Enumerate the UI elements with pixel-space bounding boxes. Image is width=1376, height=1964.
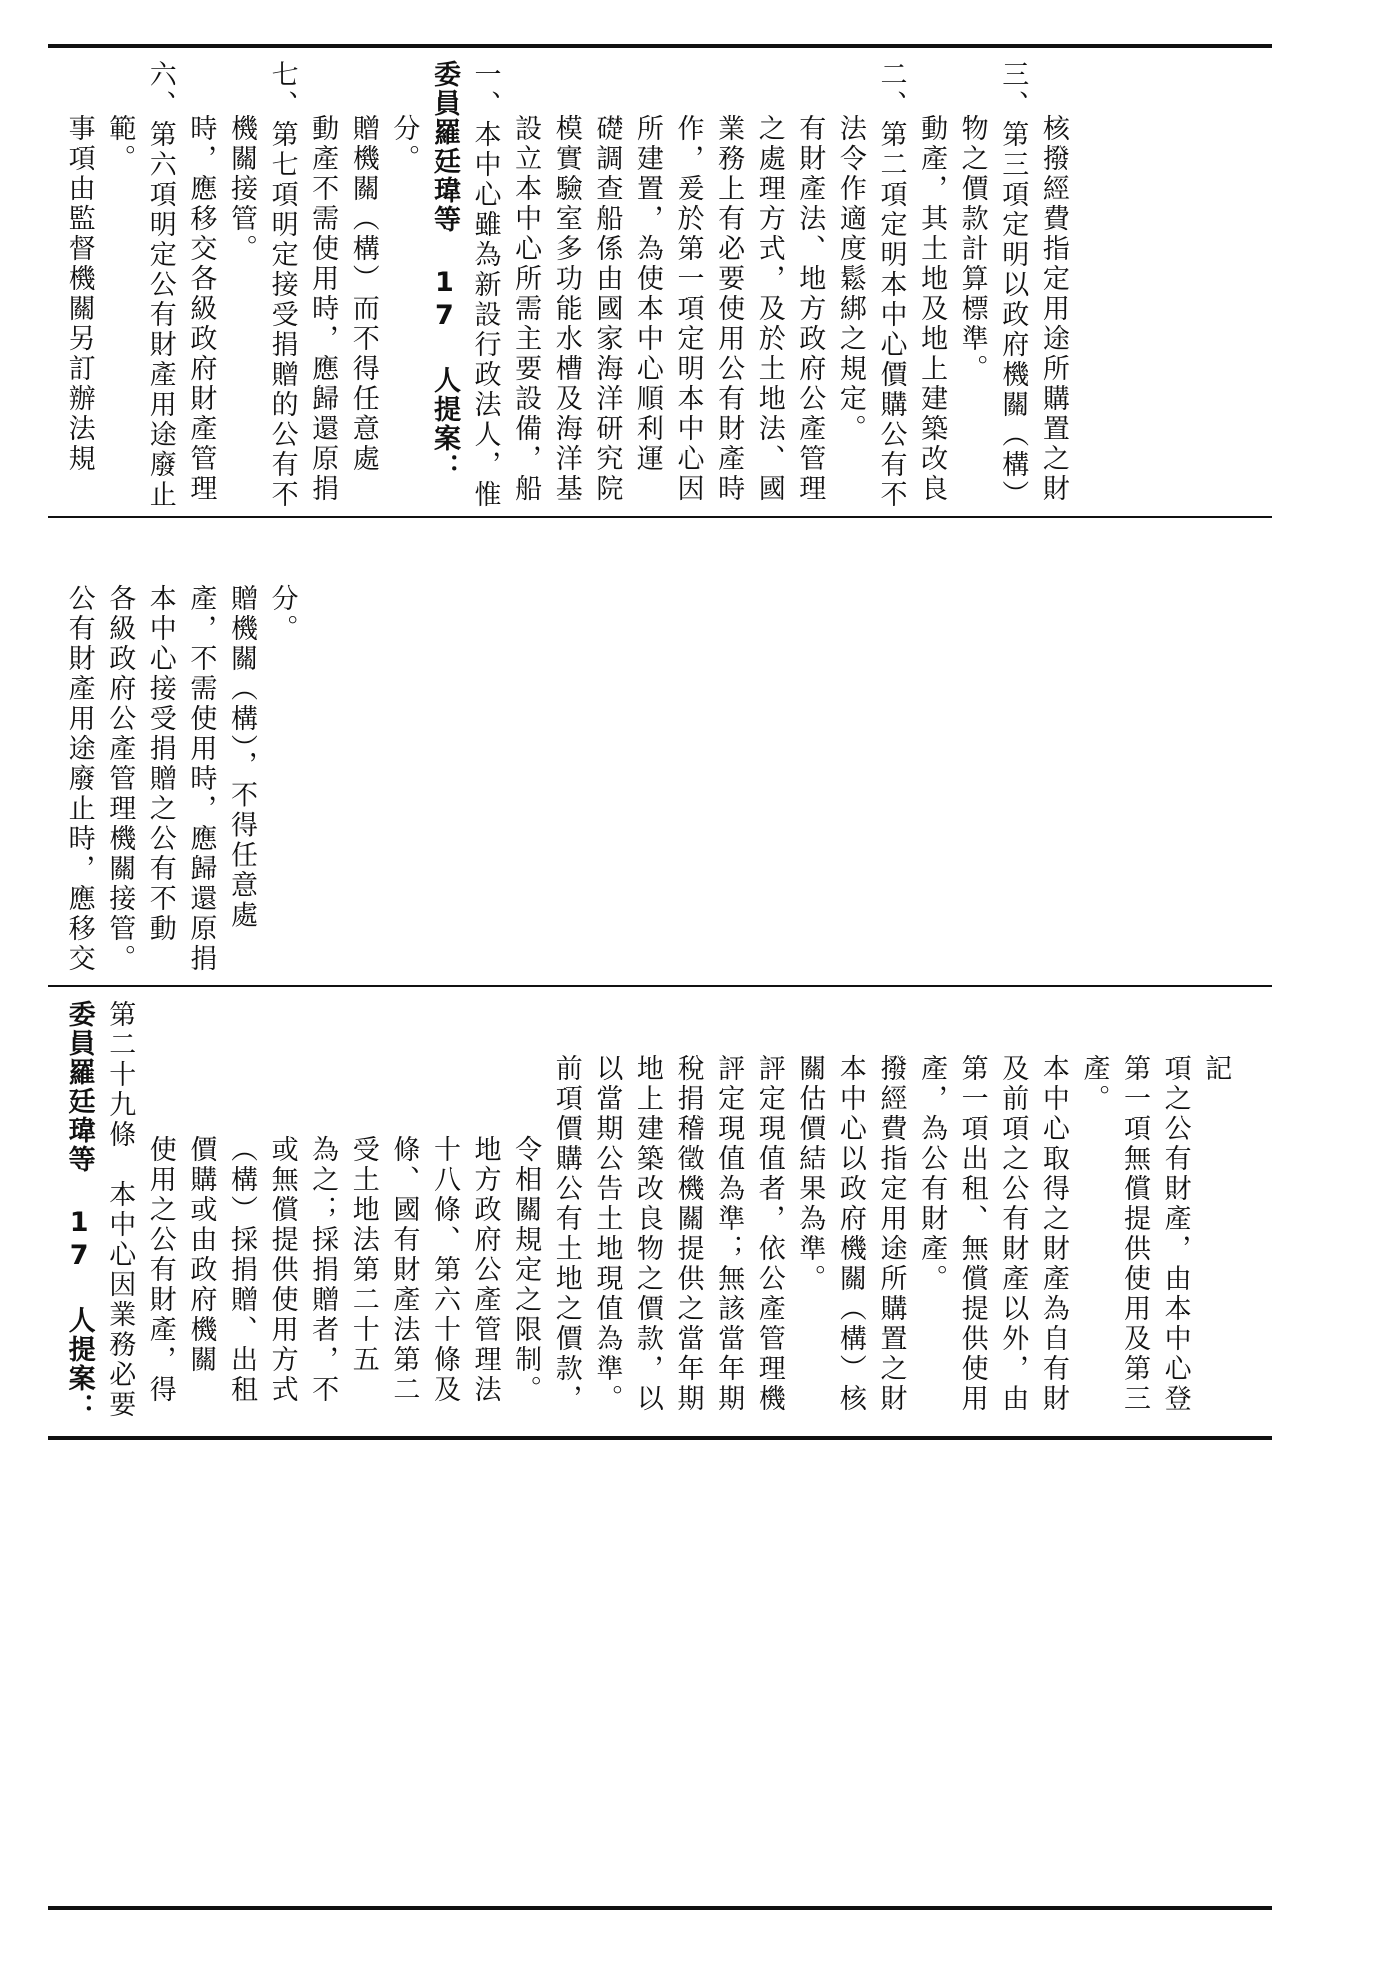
paragraph-own-property: 第一項出租、無償提供使用及前項之公有財產以外，由本中心取得之財產為自有財產。 [956,1054,1110,1414]
explanation-item-2: 二、第二項定明本中心價購公有不動產，其土地及地上建築改良物之價款計算標準。 [875,60,988,510]
explanation-item-6: 六、第六項明定公有財產用途廢止時，應移交各級政府財產管理機關接管。 [144,60,257,510]
paragraph-public-property: 本中心以政府機關（構）核撥經費指定用途所購置之財產，為公有財產。 [834,1054,948,1414]
explanation-item-3: 三、第三項定明以政府機關（構）核撥經費指定用途所購置之財 [997,60,1069,510]
block-divider-1 [48,985,1272,987]
paragraph-use-abolished: 公有財產用途廢止時，應移交各級政府公產管理機關接管。 [63,584,136,974]
explanation-continued: 事項由監督機關另訂辦法規範。 [63,114,136,474]
block-proposal-article [58,1000,1268,1428]
explanation-item-7: 七、第七項明定接受捐贈的公有不動產不需使用時，應歸還原捐贈機關（構）而不得任意處分。 [266,60,420,510]
article-29-text: 第二十九條 本中心因業務必要使用之公有財產，得價購或由政府機關（構）採捐贈、出租或無償提供使用方式為之；採捐贈者，不受土地法第二十五條、國有財產法第二十八條、第六十條及地方政府公產管理法令相關規定之限制。 [104,1000,542,1420]
table-bottom-rule [48,44,1272,48]
paragraph-donation: 本中心接受捐贈之公有不動產，不需使用時，應歸還原捐贈機關（構），不得任意處分。 [144,584,298,974]
proposal-heading: 委員羅廷瑋等 17 人提案： [63,1000,95,1422]
proposal-heading-2: 委員羅廷瑋等 17 人提案： [428,60,460,482]
table-top-rule [48,1906,1272,1910]
explanation-item-1: 一、本中心雖為新設行政法人，惟設立本中心所需主要設備，船模實驗室多功能水槽及海洋基礎調查船係由國家海洋研究院所建置，為使本中心順利運作，爰於第一項定明本中心因業務上有必要使用公有財產時之處理方式，及於土地法、國有財產法、地方政府公產管理法令作適度鬆綁之規定。 [469,60,866,510]
block-divider-3 [48,1436,1272,1440]
paragraph-registration: 第一項無償提供使用及第三項之公有財產，由本中心登記 [1119,1054,1232,1414]
block-explanation [58,60,1268,512]
block-current-text [58,530,1268,978]
block-divider-2 [48,516,1272,518]
paragraph-price: 前項價購公有土地之價款，以當期公告土地現值為準。地上建築改良物之價款，以稅捐稽徵機關提供之當年期評定現值為準；無該當年期評定現值者，依公產管理機關估價結果為準。 [550,1054,826,1414]
